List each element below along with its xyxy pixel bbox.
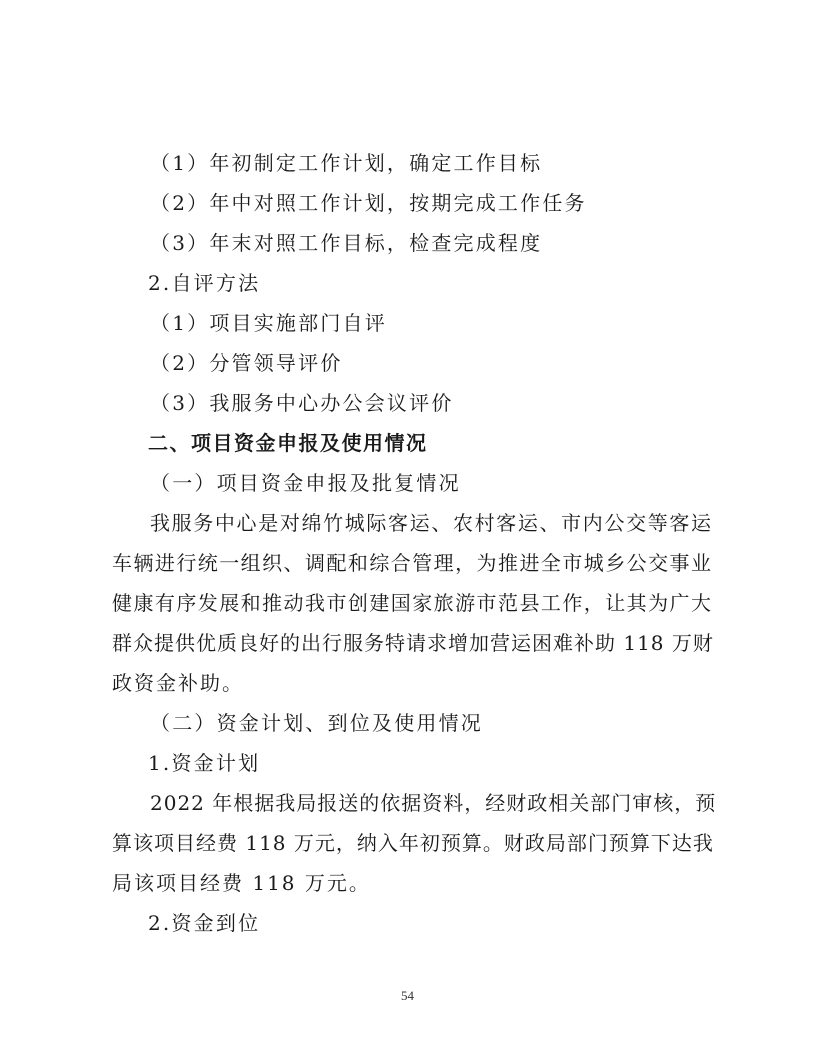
subheading-fund-plan: 1.资金计划 [148,751,261,775]
list-item-eval-3: （3）我服务中心办公会议评价 [150,391,454,415]
paragraph-line: 政资金补助。 [112,671,244,695]
list-item-plan-2: （2）年中对照工作计划，按期完成工作任务 [150,191,587,215]
list-item-plan-3: （3）年末对照工作目标，检查完成程度 [150,231,543,255]
paragraph-line: 局该项目经费 118 万元。 [112,871,371,895]
page-number: 54 [401,988,414,1003]
paragraph-line: 2022 年根据我局报送的依据资料，经财政相关部门审核，预 [150,791,717,815]
list-item-eval-1: （1）项目实施部门自评 [150,311,387,335]
subheading-self-eval-method: 2.自评方法 [148,271,261,295]
subsection-heading-plan-usage: （二）资金计划、到位及使用情况 [150,711,483,735]
paragraph-line: 算该项目经费 118 万元，纳入年初预算。财政局部门预算下达我 [112,831,714,855]
list-item-eval-2: （2）分管领导评价 [150,351,343,375]
paragraph-line: 我服务中心是对绵竹城际客运、农村客运、市内公交等客运 [150,511,712,535]
list-item-plan-1: （1）年初制定工作计划，确定工作目标 [150,151,543,175]
paragraph-line: 健康有序发展和推动我市创建国家旅游市范县工作，让其为广大 [112,591,712,615]
subsection-heading-application: （一）项目资金申报及批复情况 [150,471,461,495]
section-heading-funds: 二、项目资金申报及使用情况 [148,431,428,455]
paragraph-line: 车辆进行统一组织、调配和综合管理，为推进全市城乡公交事业 [112,551,712,575]
paragraph-line: 群众提供优质良好的出行服务特请求增加营运困难补助 118 万财 [112,631,714,655]
subheading-fund-arrival: 2.资金到位 [148,911,261,935]
